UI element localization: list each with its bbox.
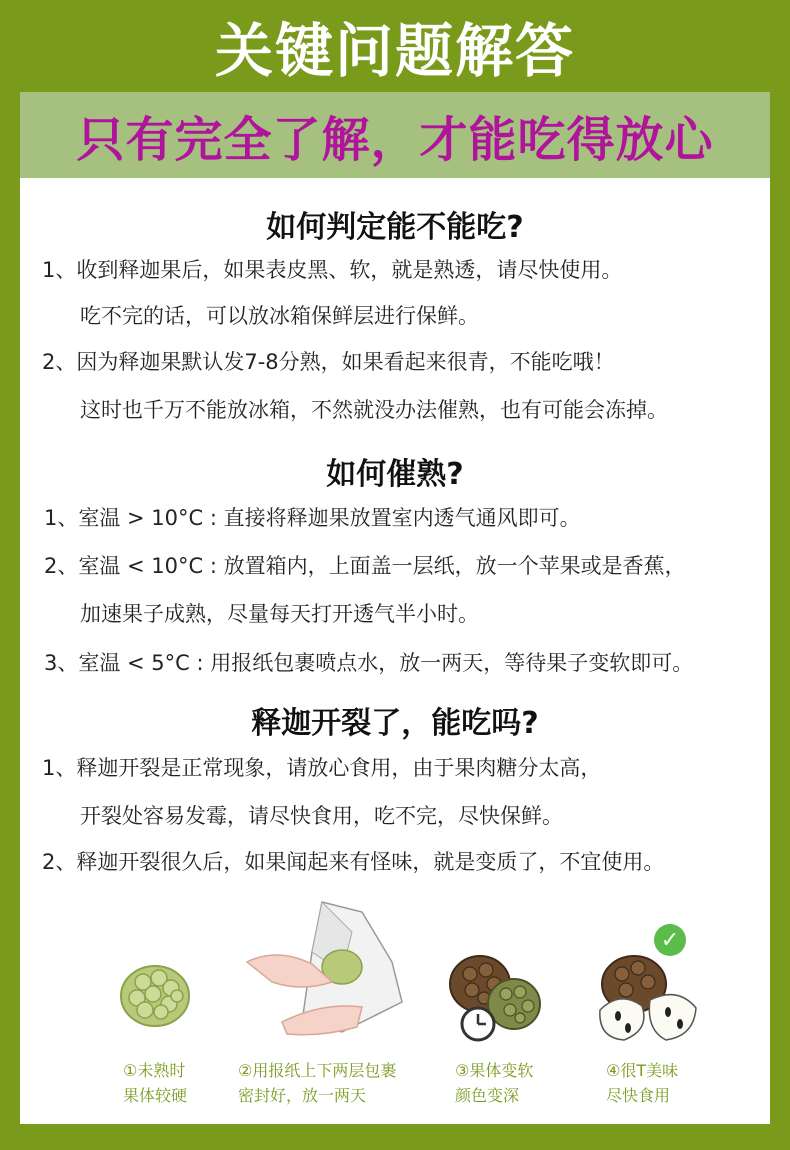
banner: 只有完全了解，才能吃得放心: [20, 92, 770, 178]
content-panel: [20, 92, 770, 1124]
section-line: 1、收到释迦果后，如果表皮黑、软，就是熟透，请尽快使用。: [42, 258, 623, 282]
section-line: 加速果子成熟，尽量每天打开透气半小时。: [80, 602, 479, 626]
section-line: 2、释迦开裂很久后，如果闻起来有怪味，就是变质了，不宜使用。: [42, 850, 665, 874]
section-heading-edible: 如何判定能不能吃?: [266, 210, 524, 245]
section-line: 2、因为释迦果默认发7-8分熟，如果看起来很青，不能吃哦！: [42, 350, 615, 374]
caption-step-4: ④很T美味 尽快食用: [606, 1061, 679, 1105]
section-line: 1、室温 > 10°C : 直接将释迦果放置室内透气通风即可。: [44, 506, 581, 530]
wrap-hands-icon: [242, 892, 417, 1042]
caption-step-3: ③果体变软 颜色变深: [455, 1061, 534, 1105]
section-heading-ripen: 如何催熟?: [326, 457, 464, 492]
green-fruit-icon: [115, 952, 195, 1032]
caption-step-1: ①未熟时 果体较硬: [123, 1061, 188, 1105]
section-line: 这时也千万不能放冰箱，不然就没办法催熟，也有可能会冻掉。: [80, 398, 668, 422]
section-line: 2、室温 < 10°C : 放置箱内，上面盖一层纸，放一个苹果或是香蕉，: [44, 554, 686, 578]
section-line: 3、室温 < 5°C : 用报纸包裹喷点水，放一两天，等待果子变软即可。: [44, 651, 694, 675]
section-line: 1、释迦开裂是正常现象，请放心食用，由于果肉糖分太高，: [42, 756, 602, 780]
caption-step-2: ②用报纸上下两层包裹 密封好，放一两天: [238, 1061, 397, 1105]
section-line: 开裂处容易发霉，请尽快食用，吃不完，尽快保鲜。: [80, 804, 563, 828]
ripening-fruit-clock-icon: [448, 950, 548, 1045]
check-icon: ✓: [654, 924, 686, 956]
section-heading-cracked: 释迦开裂了，能吃吗?: [251, 706, 539, 741]
cut-fruit-icon: [590, 950, 710, 1045]
section-line: 吃不完的话，可以放冰箱保鲜层进行保鲜。: [80, 304, 479, 328]
page-title: 关键问题解答: [214, 17, 575, 85]
